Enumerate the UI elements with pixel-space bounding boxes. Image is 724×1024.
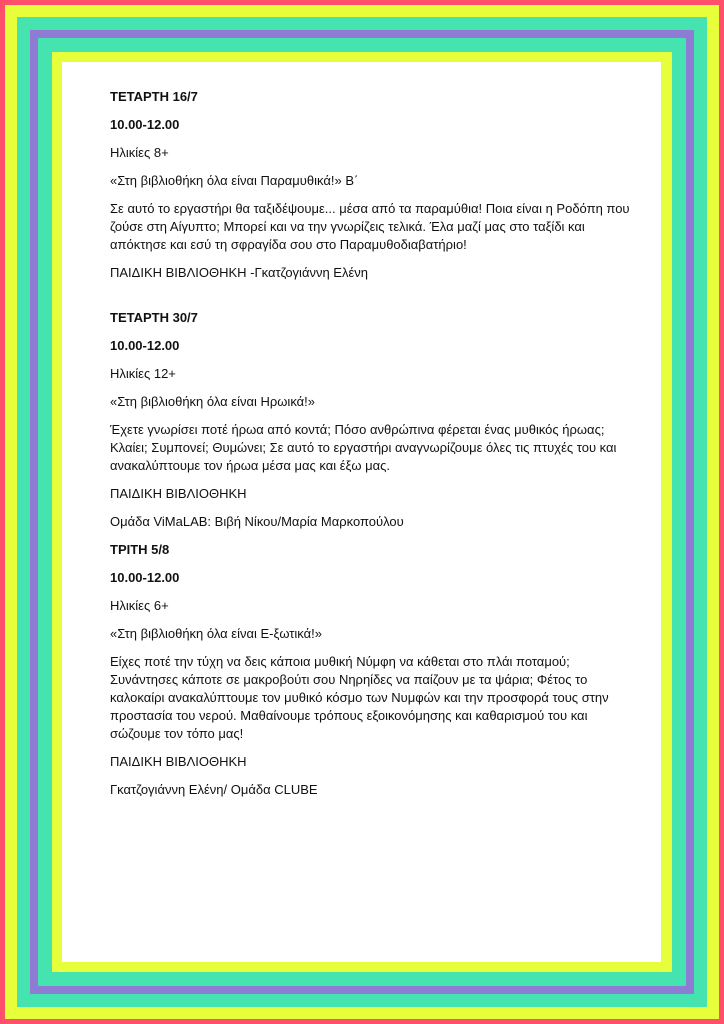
spacer	[110, 292, 630, 309]
event-title: «Στη βιβλιοθήκη όλα είναι Ηρωικά!»	[110, 394, 316, 409]
event-ages: Ηλικίες 8+	[110, 145, 169, 160]
document-page	[62, 62, 661, 962]
event-day: ΤΕΤΑΡΤΗ 30/7	[110, 310, 198, 325]
document-content	[110, 88, 630, 809]
event-location: ΠΑΙΔΙΚΗ ΒΙΒΛΙΟΘΗΚΗ -Γκατζογιάννη Ελένη	[110, 265, 369, 280]
event-day: ΤΕΤΑΡΤΗ 16/7	[110, 89, 198, 104]
event-day: ΤΡΙΤΗ 5/8	[110, 542, 170, 557]
event-description: Έχετε γνωρίσει ποτέ ήρωα από κοντά; Πόσο ανθρώπινα φέρεται ένας μυθικός ήρωας; Κλαίει; Συμπονεί; Θυμώνει; Σε αυτό το εργαστήρι αναγνωρίζουμε όλες τις πτυχές του και ανακαλύπτουμε τον ήρωα μέσα μας και έξω μας.	[110, 422, 617, 473]
event-description: Είχες ποτέ την τύχη να δεις κάποια μυθική Νύμφη να κάθεται στο πλάι ποταμού; Συνάντησες κάποτε σε μακροβούτι σου Νηρηίδες να παίζουν με τα ψάρια; Φέτος το καλοκαίρι ανακαλύπτουμε τον μυθικό κόσμο των Νυμφών και την προσφορά τους στην προστασία του νερού. Μαθαίνουμε τρόπους εξοικονόμησης και καθαρισμού του και σώζουμε τον τόπο μας!	[110, 654, 609, 741]
event-location: ΠΑΙΔΙΚΗ ΒΙΒΛΙΟΘΗΚΗ	[110, 754, 247, 769]
event-time: 10.00-12.00	[110, 570, 180, 585]
event-location: ΠΑΙΔΙΚΗ ΒΙΒΛΙΟΘΗΚΗ	[110, 486, 247, 501]
event-2	[110, 309, 630, 531]
event-time: 10.00-12.00	[110, 338, 180, 353]
event-facilitators: Γκατζογιάννη Ελένη/ Ομάδα CLUBE	[110, 782, 318, 797]
event-facilitators: Ομάδα ViMaLAB: Βιβή Νίκου/Μαρία Μαρκοπούλου	[110, 514, 404, 529]
event-title: «Στη βιβλιοθήκη όλα είναι Παραμυθικά!» Β΄	[110, 173, 359, 188]
event-title: «Στη βιβλιοθήκη όλα είναι Ε-ξωτικά!»	[110, 626, 323, 641]
event-ages: Ηλικίες 12+	[110, 366, 176, 381]
event-description: Σε αυτό το εργαστήρι θα ταξιδέψουμε... μέσα από τα παραμύθια! Ποια είναι η Ροδόπη που ζούσε στη Αίγυπτο; Μπορεί και να την γνωρίζεις τελικά. Έλα μαζί μας στο ταξίδι και απόκτησε και εσύ τη σφραγίδα σου στο Παραμυθοδιαβατήριο!	[110, 201, 630, 252]
event-1	[110, 88, 630, 282]
event-3	[110, 541, 630, 799]
event-time: 10.00-12.00	[110, 117, 180, 132]
event-ages: Ηλικίες 6+	[110, 598, 169, 613]
